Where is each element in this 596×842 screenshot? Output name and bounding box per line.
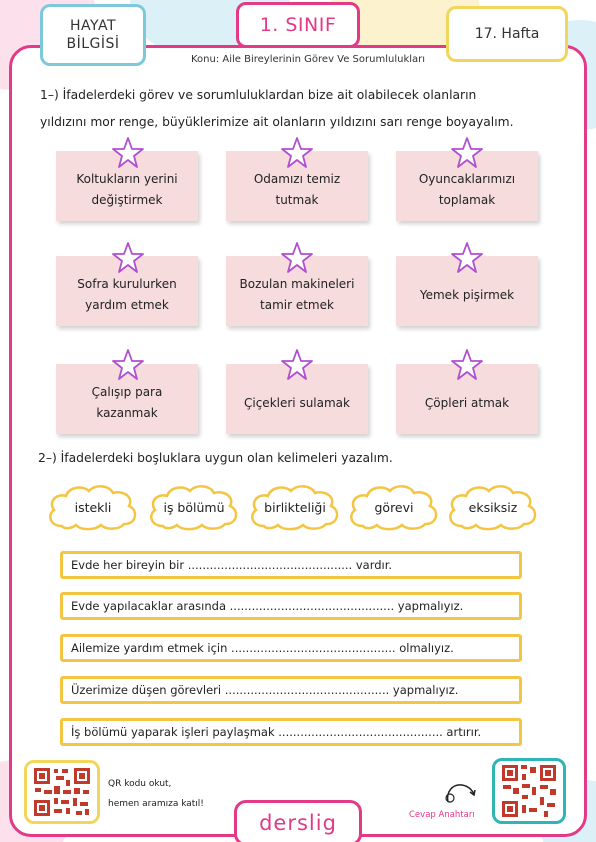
grade-label: 1. SINIF <box>259 14 337 36</box>
task-card-text: Koltukların yerini değiştirmek <box>76 172 178 207</box>
star-icon[interactable] <box>111 241 145 275</box>
task-card-text: Yemek pişirmek <box>419 287 515 302</box>
brand-box <box>234 800 362 842</box>
curved-arrow-icon <box>442 780 478 806</box>
qr-code-join[interactable] <box>24 760 100 824</box>
grade-box <box>236 2 360 48</box>
subject-line1: HAYAT <box>69 18 117 34</box>
word-gorevi: görevi <box>374 499 414 515</box>
question2-prompt: 2–) İfadelerdeki boşluklara uygun olan kelimeleri yazalım. <box>38 451 393 465</box>
subject-line2: BİLGİSİ <box>66 36 120 52</box>
fill-blank-sentence[interactable]: Üzerimize düşen görevleri ............................................. yapmalıyız. <box>60 676 522 704</box>
task-card-text: Çalışıp para kazanmak <box>91 385 163 420</box>
fill-blank-sentence[interactable]: İş bölümü yaparak işleri paylaşmak ............................................. artırır. <box>60 718 522 746</box>
qr-code-answer-key[interactable] <box>492 758 566 824</box>
brand-logo: derslig <box>259 811 337 835</box>
fill-blank-sentence[interactable]: Evde her bireyin bir ............................................. vardır. <box>60 551 522 579</box>
question1-prompt <box>40 82 560 136</box>
word-cloud <box>345 482 443 532</box>
question1-line1: 1–) İfadelerdeki görev ve sorumluluklardan bize ait olabilecek olanların <box>40 88 477 102</box>
word-eksiksiz: eksiksiz <box>468 499 518 515</box>
word-birlikteligi: birlikteliği <box>264 499 326 515</box>
topic-line: Konu: Aile Bireylerinin Görev Ve Sorumlulukları <box>190 54 426 65</box>
star-icon[interactable] <box>111 136 145 170</box>
qr-code-icon <box>500 763 558 819</box>
task-card-text: Sofra kurulurken yardım etmek <box>77 277 177 312</box>
task-card-text: Odamızı temiz tutmak <box>253 172 341 207</box>
word-cloud <box>444 482 542 532</box>
task-card-text: Bozulan makineleri tamir etmek <box>239 277 355 312</box>
qr-caption-line2: hemen aramıza katıl! <box>108 799 204 809</box>
star-icon[interactable] <box>280 136 314 170</box>
qr-caption <box>108 774 204 814</box>
star-icon[interactable] <box>450 136 484 170</box>
week-label: 17. Hafta <box>474 26 540 42</box>
star-icon[interactable] <box>280 241 314 275</box>
fill-blank-sentence[interactable]: Ailemize yardım etmek için ............................................. olmalıyız. <box>60 634 522 662</box>
star-icon[interactable] <box>280 348 314 382</box>
star-icon[interactable] <box>111 348 145 382</box>
word-cloud <box>246 482 344 532</box>
task-card-text: Çöpleri atmak <box>424 395 510 410</box>
question1-line2: yıldızını mor renge, büyüklerimize ait olanların yıldızını sarı renge boyayalım. <box>40 115 514 129</box>
fill-blank-sentence[interactable]: Evde yapılacaklar arasında ............................................. yapmalıyız. <box>60 592 522 620</box>
qr-code-icon <box>32 766 92 818</box>
word-is-bolumu: iş bölümü <box>163 499 225 515</box>
answer-key-label: Cevap Anahtarı <box>409 810 475 820</box>
week-box <box>446 6 568 62</box>
qr-caption-line1: QR kodu okut, <box>108 779 172 789</box>
word-istekli: istekli <box>74 499 112 515</box>
word-cloud <box>145 482 243 532</box>
word-cloud <box>44 482 142 532</box>
star-icon[interactable] <box>450 241 484 275</box>
task-card-text: Çiçekleri sulamak <box>244 395 350 410</box>
star-icon[interactable] <box>450 348 484 382</box>
subject-box <box>40 4 146 66</box>
task-card-text: Oyuncaklarımızı toplamak <box>418 172 516 207</box>
